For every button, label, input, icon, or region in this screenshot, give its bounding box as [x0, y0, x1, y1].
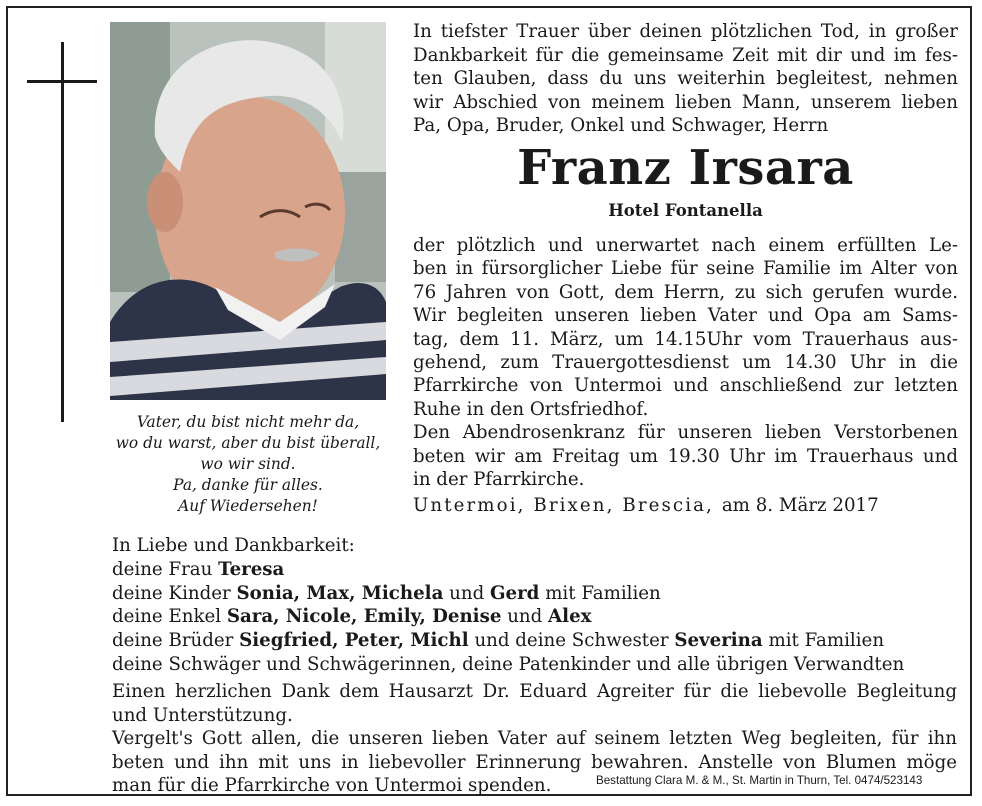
body-line: Wir begleiten unseren lieben Vater und Opa am Sams-	[413, 305, 958, 327]
family-label: mit Familien	[762, 630, 885, 652]
deceased-name: Franz Irsara	[517, 140, 854, 196]
body-line: 76 Jahren von Gott, dem Herrn, zu sich gerufen wurde.	[413, 281, 958, 303]
family-list	[112, 534, 962, 677]
family-names: Sonia, Max, Michela	[236, 582, 444, 604]
family-label: deine Enkel	[112, 606, 227, 628]
closing-line: Einen herzlichen Dank dem Hausarzt Dr. Eduard Agreiter für die liebevolle Begleitung	[112, 681, 957, 702]
body-line: Ruhe in den Ortsfriedhof.	[413, 398, 649, 420]
body-line: gehend, zum Trauergottesdienst um 14.30 Uhr in die	[413, 352, 958, 374]
intro-line: In tiefster Trauer über deinen plötzlichen Tod, in großer	[413, 21, 958, 42]
family-row-siblings	[112, 629, 962, 653]
body-line: tag, dem 11. März, um 14.15Uhr vom Trauerhaus aus-	[413, 328, 958, 350]
closing-line: beten und ihn mit uns in liebevoller Erinnerung bewahren. Anstelle von Blumen möge	[112, 751, 957, 773]
body-line: Pfarrkirche von Untermoi und anschließend zur letzten	[413, 375, 958, 397]
body-line: der plötzlich und unerwartet nach einem erfüllten Le-	[413, 235, 958, 256]
portrait-photo	[110, 22, 386, 400]
family-row-grandchildren	[112, 605, 962, 629]
family-names: Gerd	[490, 582, 540, 604]
memorial-quote	[110, 412, 386, 517]
place-list: Untermoi, Brixen, Brescia,	[413, 495, 714, 516]
family-row-children	[112, 582, 962, 606]
body-line: beten wir am Freitag um 19.30 Uhr im Trauerhaus und	[413, 445, 958, 467]
body-line: ben in fürsorglicher Liebe für seine Familie im Alter von	[413, 258, 958, 280]
body-line: Den Abendrosenkranz für unseren lieben Verstorbenen	[413, 422, 958, 444]
family-label: mit Familien	[539, 582, 661, 604]
deceased-subtitle: Hotel Fontanella	[608, 201, 763, 220]
family-row-wife	[112, 558, 962, 582]
family-names: Severina	[674, 630, 763, 652]
family-label: deine Frau	[112, 558, 219, 580]
family-names: Sara, Nicole, Emily, Denise	[226, 606, 502, 628]
family-label: und	[443, 582, 490, 604]
cross-icon	[61, 42, 64, 422]
quote-line: wo wir sind.	[200, 455, 296, 473]
intro-line: Dankbarkeit für die gemeinsame Zeit mit dir und im fes-	[413, 44, 958, 66]
closing-line: Vergelt's Gott allen, die unseren lieben Vater auf seinem letzten Weg begleiten, für ihn	[112, 728, 957, 749]
family-names: Alex	[548, 606, 592, 628]
quote-line: wo du warst, aber du bist überall,	[115, 434, 381, 452]
family-label: und	[501, 606, 549, 628]
quote-line: Auf Wiedersehen!	[178, 497, 318, 515]
body-line: in der Pfarrkirche.	[413, 469, 585, 491]
quote-line: Vater, du bist nicht mehr da,	[136, 413, 360, 431]
quote-line: Pa, danke für alles.	[173, 476, 323, 494]
intro-line: wir Abschied von meinem lieben Mann, unserem lieben	[413, 91, 958, 113]
cross-icon-bar	[27, 80, 97, 83]
intro-line: Pa, Opa, Bruder, Onkel und Schwager, Herrn	[413, 115, 829, 137]
family-names: Siegfried, Peter, Michl	[239, 630, 469, 652]
family-row-relatives: deine Schwäger und Schwägerinnen, deine Patenkinder und alle übrigen Verwandten	[112, 653, 905, 675]
closing-line: man für die Pfarrkirche von Untermoi spenden.	[112, 775, 552, 796]
family-label: und deine Schwester	[468, 630, 675, 652]
family-label: deine Kinder	[112, 582, 237, 604]
funeral-details	[413, 234, 958, 491]
intro-line: ten Glauben, dass du uns weiterhin begleitest, nehmen	[413, 68, 958, 90]
notice-date: am 8. März 2017	[721, 495, 879, 516]
place-date-line	[413, 494, 958, 518]
intro-paragraph	[413, 20, 958, 138]
family-label: deine Brüder	[112, 630, 240, 652]
undertaker-credit: Bestattung Clara M. & M., St. Martin in Thurn, Tel. 0474/523143	[596, 774, 923, 787]
family-names: Teresa	[218, 558, 285, 580]
family-heading: In Liebe und Dankbarkeit:	[112, 535, 355, 556]
closing-line: und Unterstützung.	[112, 704, 293, 726]
